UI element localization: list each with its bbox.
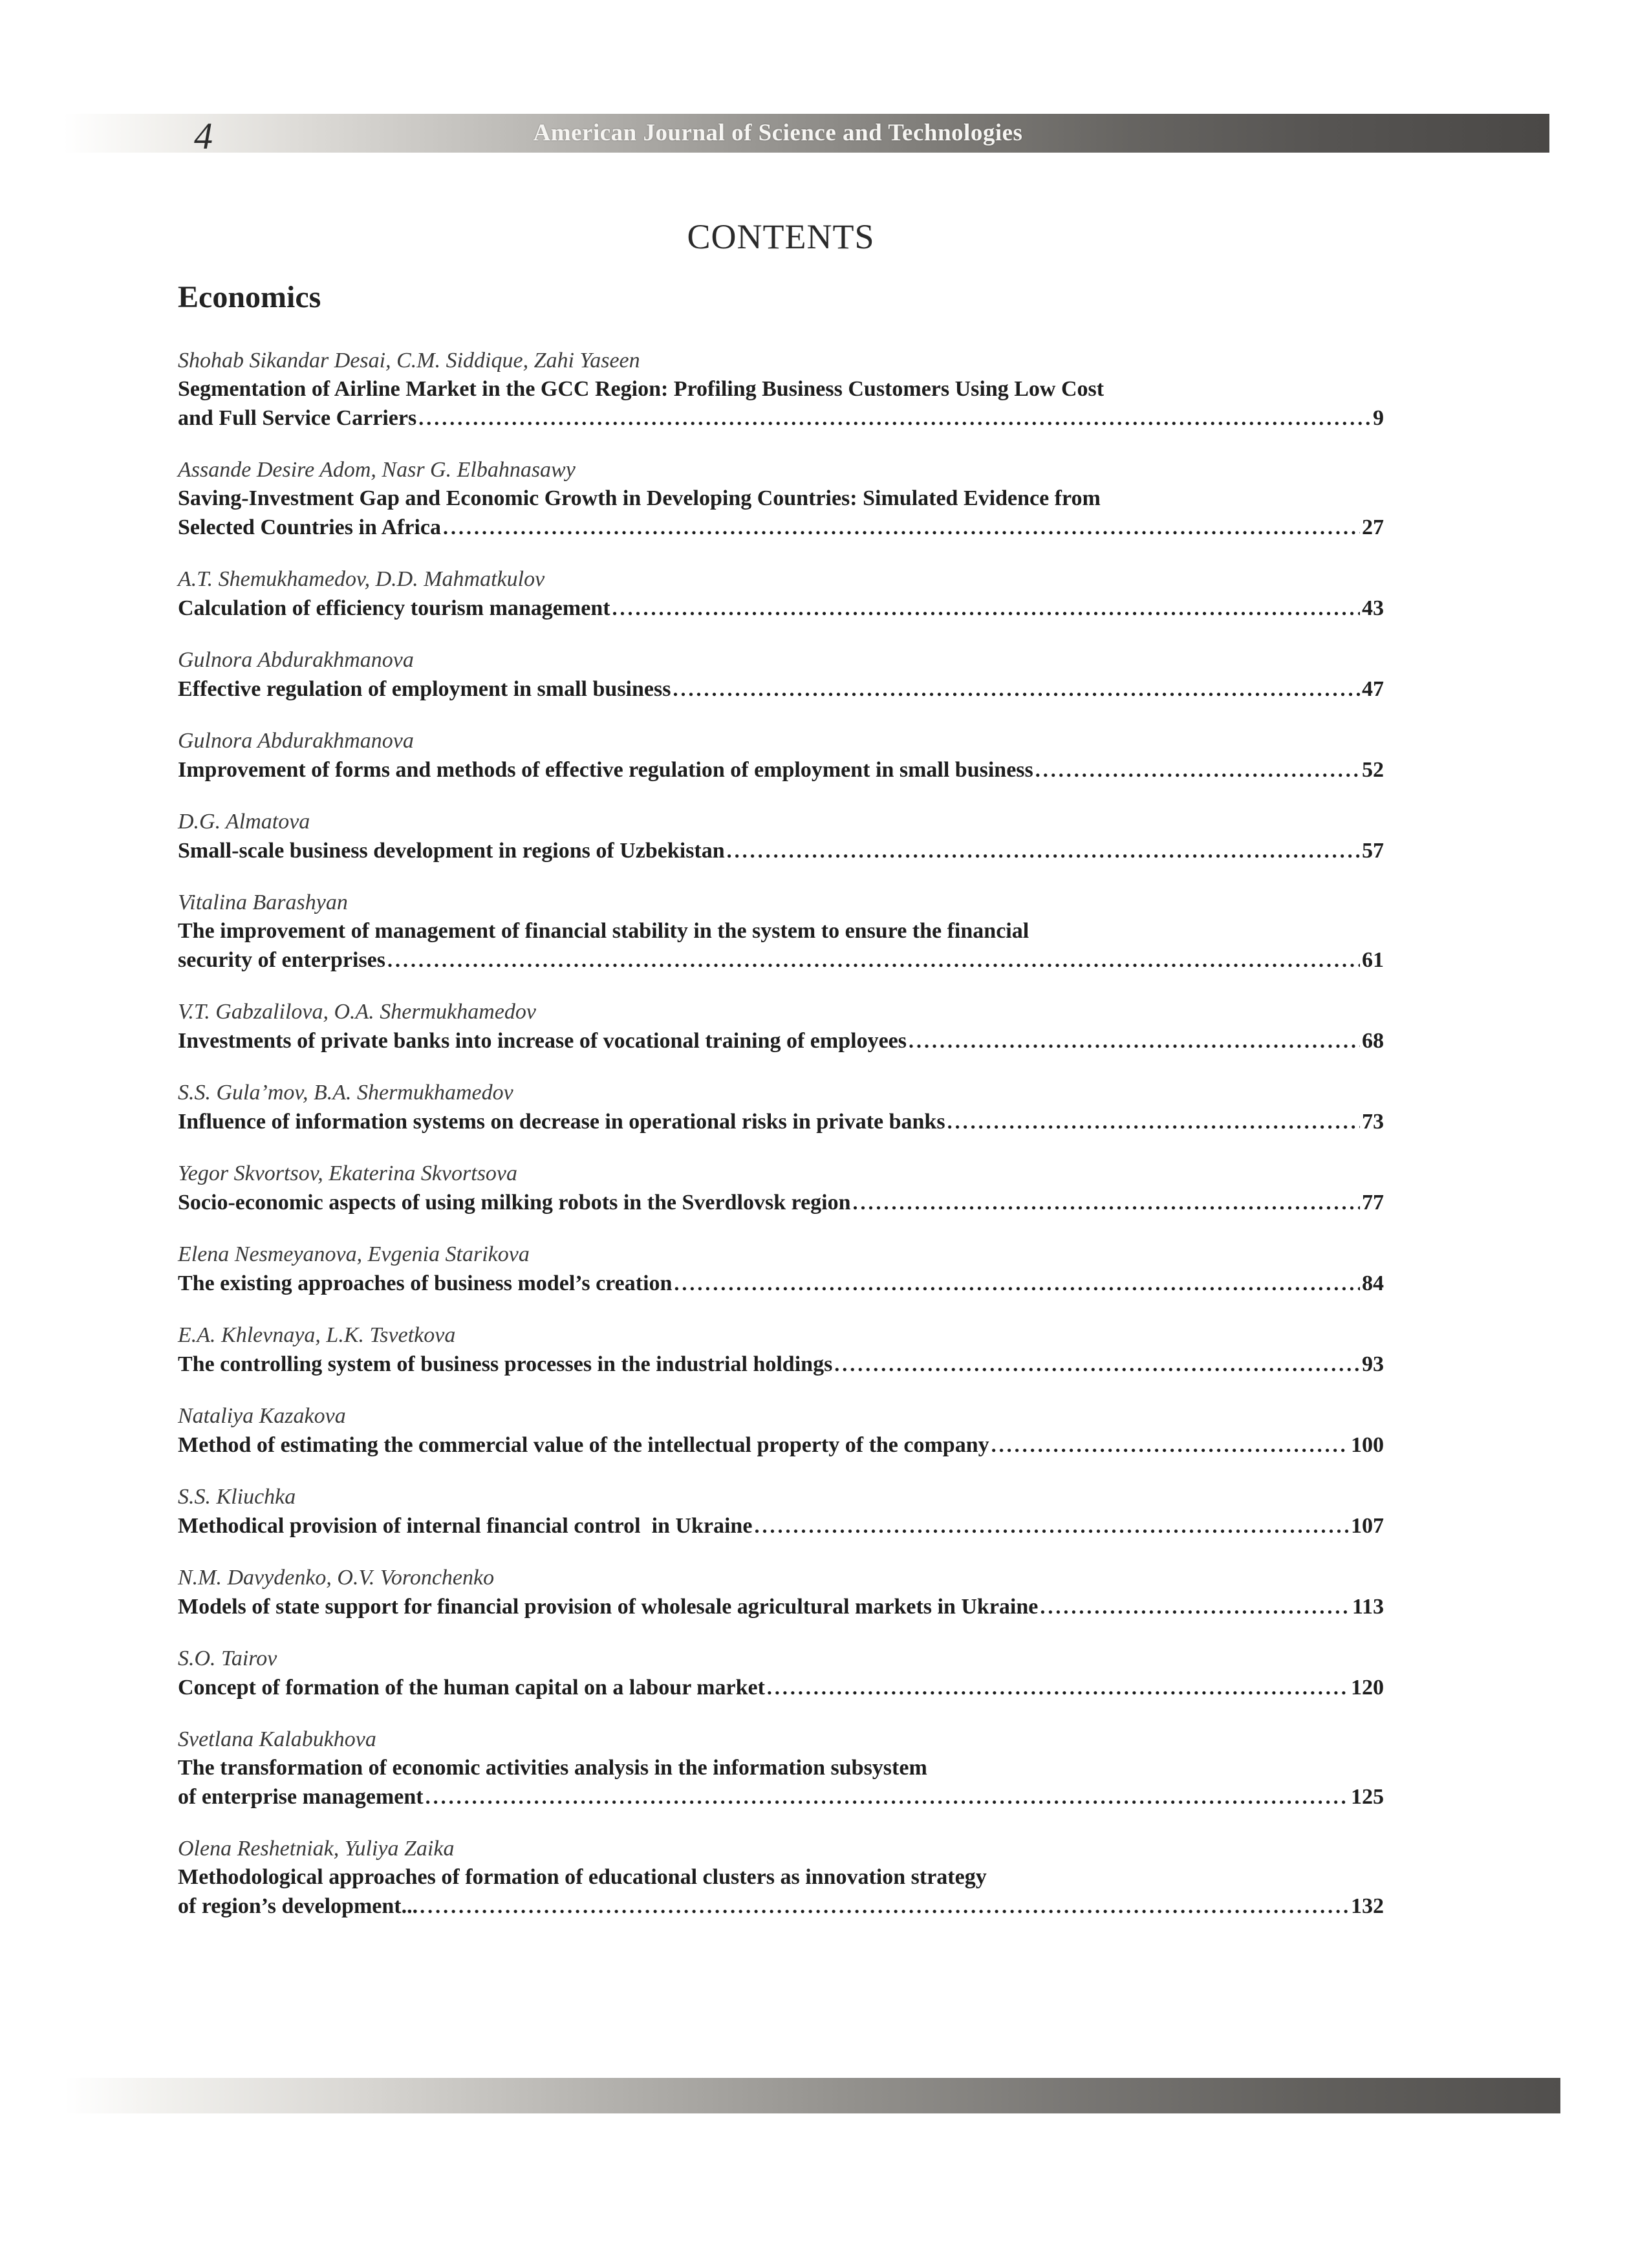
entry-title-text: Concept of formation of the human capital on a labour market: [178, 1676, 765, 1700]
entry-page-number: 47: [1362, 677, 1384, 701]
entry-authors: Yegor Skvortsov, Ekaterina Skvortsova: [178, 1161, 518, 1185]
dotted-leader: [991, 1431, 1349, 1460]
dotted-leader: [426, 1782, 1349, 1811]
entry-authors: S.S. Kliuchka: [178, 1485, 296, 1509]
entry-authors: Gulnora Abdurakhmanova: [178, 729, 414, 753]
entry-title-line: The improvement of management of financial stability in the system to ensure the financial: [178, 919, 1029, 943]
entry-title-text: of enterprise management: [178, 1785, 424, 1809]
dotted-leader: [443, 513, 1360, 542]
toc-entry: [178, 1725, 1384, 1811]
entry-title-line: The transformation of economic activities analysis in the information subsystem: [178, 1756, 927, 1780]
entry-title-text: and Full Service Carriers: [178, 406, 417, 430]
section-heading-economics: Economics: [178, 280, 321, 314]
dotted-leader: [1040, 1592, 1350, 1621]
toc-entry: [178, 456, 1384, 542]
entry-page-number: 132: [1351, 1894, 1384, 1918]
toc-entry: [178, 1483, 1384, 1540]
dotted-leader: [674, 1269, 1360, 1298]
entry-title-text: Method of estimating the commercial value of the intellectual property of the company: [178, 1433, 989, 1457]
entry-title-text: Effective regulation of employment in small business: [178, 677, 671, 701]
entry-title-last-line: [178, 1026, 1384, 1055]
entry-title-last-line: [178, 1511, 1384, 1540]
entry-title-text: The existing approaches of business model’s creation: [178, 1271, 673, 1295]
entry-authors: Nataliya Kazakova: [178, 1404, 346, 1428]
dotted-leader: [387, 945, 1360, 975]
entry-page-number: 27: [1362, 515, 1384, 539]
entry-page-number: 113: [1352, 1595, 1384, 1619]
entry-page-number: 84: [1362, 1271, 1384, 1295]
toc-entry: [178, 1321, 1384, 1379]
toc-entry: [178, 1645, 1384, 1702]
entry-title-last-line: [178, 945, 1384, 975]
entry-page-number: 9: [1373, 406, 1384, 430]
dotted-leader: [673, 675, 1360, 704]
toc-entry: [178, 998, 1384, 1055]
entry-page-number: 93: [1362, 1352, 1384, 1376]
entry-page-number: 57: [1362, 839, 1384, 863]
entry-title-line: Segmentation of Airline Market in the GCC Region: Profiling Business Customers Using Low Cost: [178, 377, 1105, 401]
entry-title-wrap: [178, 484, 1384, 513]
entry-title-text: Models of state support for financial provision of wholesale agricultural markets in Ukraine: [178, 1595, 1039, 1619]
entry-page-number: 73: [1362, 1110, 1384, 1134]
entry-title-text: Improvement of forms and methods of effective regulation of employment in small business: [178, 758, 1033, 782]
dotted-leader: [767, 1673, 1349, 1702]
entry-title-text: of region’s development...: [178, 1894, 418, 1918]
entry-title-text: Small-scale business development in regions of Uzbekistan: [178, 839, 725, 863]
page-header-bar: [63, 114, 1549, 157]
entry-title-line: Methodological approaches of formation of educational clusters as innovation strategy: [178, 1865, 987, 1889]
journal-title: American Journal of Science and Technologies: [533, 120, 1023, 146]
toc-entry: [178, 808, 1384, 865]
dotted-leader: [947, 1107, 1360, 1136]
entry-authors: Olena Reshetniak, Yuliya Zaika: [178, 1837, 455, 1861]
entry-title-text: Methodical provision of internal financial control in Ukraine: [178, 1514, 753, 1538]
entry-title-text: security of enterprises: [178, 948, 386, 972]
entry-title-text: Influence of information systems on decrease in operational risks in private banks: [178, 1110, 945, 1134]
entry-authors: Svetlana Kalabukhova: [178, 1727, 376, 1751]
entry-title-last-line: [178, 1431, 1384, 1460]
toc-entry: [178, 646, 1384, 704]
entry-authors: Assande Desire Adom, Nasr G. Elbahnasawy: [178, 458, 576, 482]
entry-authors: S.S. Gula’mov, B.A. Shermukhamedov: [178, 1081, 513, 1105]
entry-authors: Shohab Sikandar Desai, C.M. Siddique, Zahi Yaseen: [178, 349, 640, 373]
entry-title-wrap: [178, 917, 1384, 945]
entry-page-number: 107: [1351, 1514, 1384, 1538]
entry-title-last-line: [178, 1350, 1384, 1379]
dotted-leader: [909, 1026, 1360, 1055]
contents-heading: CONTENTS: [687, 217, 875, 256]
entry-title-wrap: [178, 375, 1384, 404]
entry-page-number: 68: [1362, 1029, 1384, 1053]
entry-page-number: 125: [1351, 1785, 1384, 1809]
toc-entry: [178, 1564, 1384, 1621]
page-footer-bar: [65, 2078, 1560, 2113]
entry-title-last-line: [178, 675, 1384, 704]
toc-list: [178, 347, 1384, 1921]
entry-title-text: The controlling system of business processes in the industrial holdings: [178, 1352, 833, 1376]
entry-authors: D.G. Almatova: [178, 810, 310, 834]
dotted-leader: [754, 1511, 1349, 1540]
dotted-leader: [853, 1188, 1360, 1217]
entry-title-last-line: [178, 1269, 1384, 1298]
toc-entry: [178, 889, 1384, 975]
entry-title-last-line: [178, 1188, 1384, 1217]
toc-entry: [178, 1835, 1384, 1921]
entry-title-text: Socio-economic aspects of using milking robots in the Sverdlovsk region: [178, 1191, 851, 1215]
toc-entry: [178, 727, 1384, 784]
entry-title-text: Investments of private banks into increase of vocational training of employees: [178, 1029, 907, 1053]
entry-title-last-line: [178, 513, 1384, 542]
page-number: 4: [194, 115, 213, 157]
dotted-leader: [727, 836, 1360, 865]
entry-title-last-line: [178, 1107, 1384, 1136]
dotted-leader: [612, 594, 1360, 623]
entry-authors: Gulnora Abdurakhmanova: [178, 648, 414, 672]
dotted-leader: [834, 1350, 1360, 1379]
entry-page-number: 43: [1362, 596, 1384, 620]
entry-authors: E.A. Khlevnaya, L.K. Tsvetkova: [178, 1323, 456, 1347]
entry-title-text: Selected Countries in Africa: [178, 515, 441, 539]
dotted-leader: [420, 1892, 1349, 1921]
toc-entry: [178, 1402, 1384, 1460]
toc-entry: [178, 1160, 1384, 1217]
entry-authors: N.M. Davydenko, O.V. Voronchenko: [178, 1566, 495, 1590]
entry-authors: Vitalina Barashyan: [178, 891, 348, 914]
entry-title-last-line: [178, 836, 1384, 865]
entry-page-number: 77: [1362, 1191, 1384, 1215]
entry-page-number: 52: [1362, 758, 1384, 782]
entry-title-wrap: [178, 1863, 1384, 1892]
toc-entry: [178, 565, 1384, 623]
entry-title-wrap: [178, 1754, 1384, 1782]
entry-title-line: Saving-Investment Gap and Economic Growth in Developing Countries: Simulated Evidence from: [178, 486, 1101, 510]
toc-entry: [178, 1079, 1384, 1136]
toc-entry: [178, 347, 1384, 433]
entry-page-number: 61: [1362, 948, 1384, 972]
dotted-leader: [418, 404, 1371, 433]
entry-authors: A.T. Shemukhamedov, D.D. Mahmatkulov: [178, 567, 545, 591]
entry-authors: Elena Nesmeyanova, Evgenia Starikova: [178, 1242, 530, 1266]
entry-title-last-line: [178, 1782, 1384, 1811]
entry-page-number: 100: [1351, 1433, 1384, 1457]
entry-authors: S.O. Tairov: [178, 1647, 277, 1670]
entry-authors: V.T. Gabzalilova, O.A. Shermukhamedov: [178, 1000, 537, 1024]
entry-title-last-line: [178, 404, 1384, 433]
toc-entry: [178, 1240, 1384, 1298]
entry-title-last-line: [178, 594, 1384, 623]
contents-page: [178, 202, 1384, 1944]
entry-title-last-line: [178, 1592, 1384, 1621]
entry-title-last-line: [178, 1892, 1384, 1921]
entry-title-text: Calculation of efficiency tourism management: [178, 596, 610, 620]
entry-page-number: 120: [1351, 1676, 1384, 1700]
entry-title-last-line: [178, 755, 1384, 784]
entry-title-last-line: [178, 1673, 1384, 1702]
dotted-leader: [1035, 755, 1360, 784]
